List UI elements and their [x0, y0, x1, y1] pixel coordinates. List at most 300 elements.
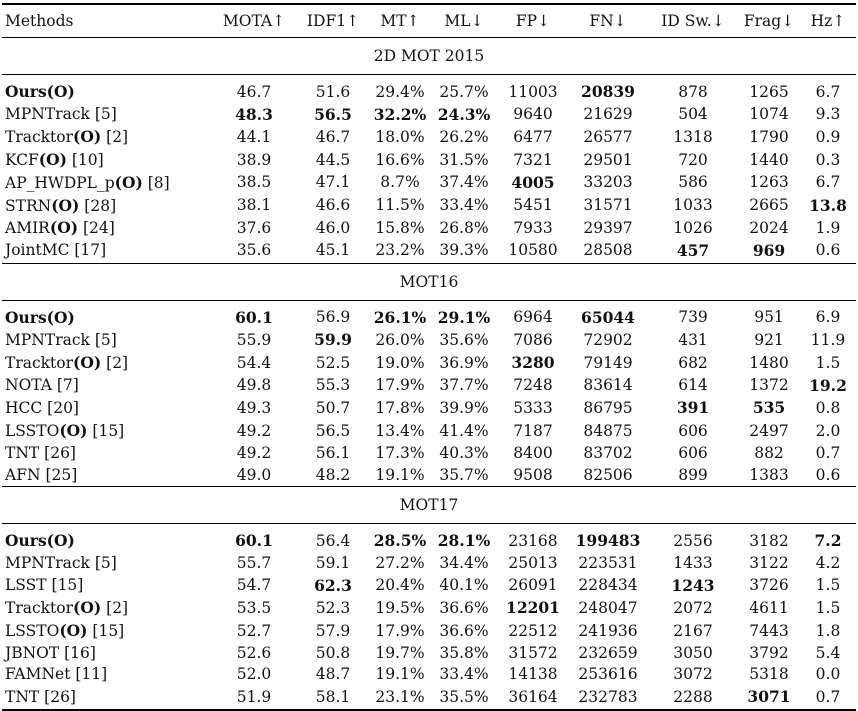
- metric-cell: 44.5: [315, 150, 351, 169]
- metric-cell: 5451: [513, 196, 553, 215]
- table-row: [2, 597, 856, 620]
- method-name-part: MPNTrack [5]: [5, 105, 117, 124]
- best-value: 4005: [511, 172, 555, 192]
- method-name: [2, 172, 212, 195]
- metric-cell: 29.4%: [375, 82, 425, 101]
- best-value: 20839: [581, 82, 635, 101]
- method-name: [2, 664, 212, 686]
- metric-cell: 35.7%: [439, 465, 489, 484]
- method-name-part: Tracktor: [5, 354, 74, 373]
- metric-cell: 6964: [513, 308, 553, 327]
- best-value: 65044: [581, 307, 635, 327]
- metric-cell: 18.0%: [375, 127, 425, 146]
- metric-cell: [212, 104, 296, 127]
- metric-cell: 2288: [673, 687, 713, 706]
- method-name-part: (O): [59, 621, 88, 641]
- metric-cell: 5.4: [815, 643, 841, 662]
- metric-cell: 51.9: [236, 687, 272, 706]
- table-row: [2, 240, 856, 263]
- metric-cell: [498, 597, 568, 620]
- metric-cell: 223531: [578, 553, 638, 572]
- method-name: [2, 149, 212, 172]
- metric-cell: 8400: [513, 443, 553, 462]
- metric-cell: 878: [678, 82, 708, 101]
- best-value: 1243: [671, 575, 715, 595]
- method-name-part: LSST [15]: [5, 576, 84, 595]
- metric-cell: 49.3: [236, 398, 272, 417]
- metric-cell: 53.5: [236, 598, 272, 617]
- metric-cell: 0.6: [815, 241, 841, 260]
- metric-cell: 19.0%: [375, 353, 425, 372]
- method-name-part: NOTA [7]: [5, 376, 79, 395]
- metric-cell: 9508: [513, 465, 553, 484]
- method-name-part: AP_HWDPL_p: [5, 173, 115, 192]
- metric-cell: 86795: [583, 398, 633, 417]
- method-name-part: [15]: [87, 422, 125, 441]
- column-header: Methods: [5, 12, 74, 30]
- metric-cell: 2665: [749, 196, 789, 215]
- table-row: [2, 575, 856, 598]
- best-value: 12201: [506, 598, 560, 618]
- best-value: 3280: [511, 353, 555, 373]
- best-value: 457: [676, 240, 710, 260]
- method-name: [2, 307, 212, 330]
- metric-cell: 14138: [508, 665, 558, 684]
- metric-cell: 3072: [673, 665, 713, 684]
- column-header: MOTA↑: [222, 12, 286, 30]
- table-row: [2, 443, 856, 465]
- metric-cell: [430, 104, 498, 127]
- metric-cell: 1440: [749, 150, 789, 169]
- metric-cell: 83702: [583, 443, 633, 462]
- method-name-part: Tracktor: [5, 599, 74, 618]
- metric-cell: [212, 307, 296, 330]
- metric-cell: 52.6: [236, 643, 272, 662]
- method-name-part: Tracktor: [5, 128, 74, 147]
- metric-cell: [648, 575, 738, 598]
- metric-cell: [430, 530, 498, 553]
- metric-cell: 7086: [513, 330, 553, 349]
- table-row: [2, 553, 856, 575]
- method-name: [2, 620, 212, 643]
- metric-cell: 84875: [583, 421, 633, 440]
- table-row: [2, 397, 856, 420]
- best-value: 26.1%: [373, 307, 427, 327]
- method-name-part: KCF: [5, 151, 39, 170]
- metric-cell: 50.8: [315, 643, 351, 662]
- metric-cell: [498, 352, 568, 375]
- method-name: [2, 686, 212, 710]
- metric-cell: 22512: [508, 621, 558, 640]
- method-name: [2, 81, 212, 104]
- metric-cell: 49.8: [236, 376, 272, 395]
- metric-cell: 59.1: [315, 553, 351, 572]
- best-value: 28.1%: [437, 531, 491, 551]
- method-name: [2, 240, 212, 263]
- metric-cell: 26.8%: [439, 218, 489, 237]
- metric-cell: 253616: [578, 665, 638, 684]
- method-name-part: FAMNet [11]: [5, 665, 108, 684]
- metric-cell: 1.5: [815, 598, 841, 617]
- metric-cell: 921: [754, 330, 784, 349]
- metric-cell: 36.6%: [439, 598, 489, 617]
- metric-cell: 11.5%: [375, 196, 425, 215]
- metric-cell: 29397: [583, 218, 633, 237]
- metric-cell: 25013: [508, 553, 558, 572]
- best-value: 62.3: [314, 575, 352, 595]
- metric-cell: 52.0: [236, 665, 272, 684]
- metric-cell: 19.7%: [375, 643, 425, 662]
- metric-cell: 1.9: [815, 218, 841, 237]
- metric-cell: [498, 172, 568, 195]
- metric-cell: 25.7%: [439, 82, 489, 101]
- metric-cell: 46.0: [315, 218, 351, 237]
- method-name: [2, 530, 212, 553]
- metric-cell: [648, 397, 738, 420]
- metric-cell: 5333: [513, 398, 553, 417]
- method-name: [2, 217, 212, 240]
- metric-cell: 40.1%: [439, 576, 489, 595]
- best-value: 535: [752, 398, 786, 418]
- section-title: MOT16: [2, 263, 856, 300]
- metric-cell: 83614: [583, 376, 633, 395]
- metric-cell: 606: [678, 443, 708, 462]
- method-name-part: Ours(O): [5, 82, 75, 101]
- best-value: 28.5%: [373, 531, 427, 551]
- method-name-part: MPNTrack [5]: [5, 553, 117, 572]
- metric-cell: 29501: [583, 150, 633, 169]
- column-header: MT↑: [380, 12, 420, 30]
- metric-cell: 19.5%: [375, 598, 425, 617]
- metric-cell: 1.5: [815, 353, 841, 372]
- table-row: [2, 530, 856, 553]
- metric-cell: 13.4%: [375, 421, 425, 440]
- metric-cell: 23.2%: [375, 241, 425, 260]
- method-name: [2, 329, 212, 352]
- section-header: [2, 487, 856, 524]
- metric-cell: 33.4%: [439, 196, 489, 215]
- metric-cell: 1265: [749, 82, 789, 101]
- metric-cell: 57.9: [315, 621, 351, 640]
- method-name-part: (O): [73, 353, 102, 373]
- metric-cell: 882: [754, 443, 784, 462]
- best-value: 60.1: [235, 531, 273, 551]
- metric-cell: 23168: [508, 531, 558, 550]
- method-name-part: HCC [20]: [5, 398, 79, 417]
- metric-cell: 7933: [513, 218, 553, 237]
- method-name: [2, 443, 212, 465]
- metric-cell: 31571: [583, 196, 633, 215]
- method-name: [2, 597, 212, 620]
- table-row: [2, 307, 856, 330]
- metric-cell: 36.6%: [439, 621, 489, 640]
- metric-cell: 7443: [749, 621, 789, 640]
- metric-cell: 6.7: [815, 82, 841, 101]
- metric-cell: 35.8%: [439, 643, 489, 662]
- method-name: [2, 420, 212, 443]
- table-row: [2, 217, 856, 240]
- metric-cell: 3792: [749, 643, 789, 662]
- metric-cell: [738, 397, 800, 420]
- metric-cell: 47.1: [315, 173, 351, 192]
- best-value: 59.9: [314, 330, 352, 350]
- method-name-part: [2]: [101, 599, 129, 618]
- section-title: MOT17: [2, 487, 856, 524]
- metric-cell: 6.9: [815, 308, 841, 327]
- results-table: [2, 3, 856, 711]
- metric-cell: 46.6: [315, 196, 351, 215]
- metric-cell: 46.7: [236, 82, 272, 101]
- metric-cell: 35.6%: [439, 330, 489, 349]
- metric-cell: 2556: [673, 531, 713, 550]
- metric-cell: 1.5: [815, 576, 841, 595]
- best-value: 48.3: [235, 104, 273, 124]
- metric-cell: 41.4%: [439, 421, 489, 440]
- method-name-part: AMIR: [5, 219, 50, 238]
- metric-cell: 26.2%: [439, 127, 489, 146]
- metric-cell: 79149: [583, 353, 633, 372]
- metric-cell: 31.5%: [439, 150, 489, 169]
- metric-cell: [296, 329, 370, 352]
- metric-cell: 1263: [749, 173, 789, 192]
- metric-cell: 1383: [749, 465, 789, 484]
- metric-cell: [738, 240, 800, 263]
- metric-cell: 56.1: [315, 443, 351, 462]
- metric-cell: 1026: [673, 218, 713, 237]
- table-row: [2, 126, 856, 149]
- metric-cell: 52.3: [315, 598, 351, 617]
- metric-cell: 20.4%: [375, 576, 425, 595]
- section-header: [2, 38, 856, 75]
- metric-cell: 739: [678, 308, 708, 327]
- table-row: [2, 465, 856, 487]
- metric-cell: 431: [678, 330, 708, 349]
- table-row: [2, 686, 856, 710]
- metric-cell: 9640: [513, 105, 553, 124]
- metric-cell: 28508: [583, 241, 633, 260]
- metric-cell: 7321: [513, 150, 553, 169]
- metric-cell: 15.8%: [375, 218, 425, 237]
- method-name-part: TNT [26]: [5, 687, 76, 706]
- method-name-part: LSSTO: [5, 622, 60, 641]
- metric-cell: 5318: [749, 665, 789, 684]
- metric-cell: 6477: [513, 127, 553, 146]
- metric-cell: 48.2: [315, 465, 351, 484]
- method-name-part: Ours(O): [5, 307, 75, 327]
- metric-cell: 682: [678, 353, 708, 372]
- method-name-part: STRN: [5, 196, 52, 215]
- metric-cell: 11003: [508, 82, 558, 101]
- metric-cell: 0.9: [815, 127, 841, 146]
- metric-cell: 720: [678, 150, 708, 169]
- metric-cell: 0.8: [815, 398, 841, 417]
- metric-cell: 11.9: [810, 330, 846, 349]
- best-value: 969: [752, 240, 786, 260]
- method-name-part: [15]: [87, 622, 125, 641]
- method-name-part: [24]: [78, 219, 115, 238]
- metric-cell: 27.2%: [375, 553, 425, 572]
- method-name-part: [28]: [79, 196, 117, 215]
- column-header: FP↓: [515, 12, 551, 30]
- metric-cell: 3726: [749, 576, 789, 595]
- metric-cell: [648, 240, 738, 263]
- metric-cell: 55.7: [236, 553, 272, 572]
- metric-cell: 1033: [673, 196, 713, 215]
- table-row: [2, 81, 856, 104]
- metric-cell: 2167: [673, 621, 713, 640]
- metric-cell: 45.1: [315, 241, 351, 260]
- metric-cell: 36.9%: [439, 353, 489, 372]
- metric-cell: 21629: [583, 105, 633, 124]
- metric-cell: [370, 530, 430, 553]
- metric-cell: 82506: [583, 465, 633, 484]
- metric-cell: 241936: [578, 621, 638, 640]
- method-name-part: TNT [26]: [5, 443, 76, 462]
- column-header: FN↓: [589, 12, 627, 30]
- table-row: [2, 420, 856, 443]
- method-name-part: LSSTO: [5, 422, 60, 441]
- table-row: [2, 104, 856, 127]
- metric-cell: 54.7: [236, 576, 272, 595]
- metric-cell: [370, 307, 430, 330]
- metric-cell: 899: [678, 465, 708, 484]
- best-value: 32.2%: [373, 104, 427, 124]
- table-row: [2, 172, 856, 195]
- method-name: [2, 195, 212, 218]
- method-name: [2, 553, 212, 575]
- metric-cell: [568, 307, 648, 330]
- metric-cell: 72902: [583, 330, 633, 349]
- metric-cell: 55.9: [236, 330, 272, 349]
- metric-cell: 9.3: [815, 105, 841, 124]
- method-name-part: (O): [38, 150, 67, 170]
- metric-cell: 38.5: [236, 173, 272, 192]
- metric-cell: 26.0%: [375, 330, 425, 349]
- metric-cell: 49.2: [236, 421, 272, 440]
- metric-cell: 56.5: [315, 421, 351, 440]
- metric-cell: 37.4%: [439, 173, 489, 192]
- metric-cell: 44.1: [236, 127, 272, 146]
- metric-cell: 2024: [749, 218, 789, 237]
- method-name: [2, 126, 212, 149]
- metric-cell: 2072: [673, 598, 713, 617]
- metric-cell: 951: [754, 308, 784, 327]
- best-value: 7.2: [814, 531, 842, 551]
- metric-cell: 10580: [508, 241, 558, 260]
- metric-cell: 606: [678, 421, 708, 440]
- method-name: [2, 352, 212, 375]
- metric-cell: 0.7: [815, 443, 841, 462]
- metric-cell: 586: [678, 173, 708, 192]
- metric-cell: 26577: [583, 127, 633, 146]
- metric-cell: 37.7%: [439, 376, 489, 395]
- method-name-part: JBNOT [16]: [5, 643, 96, 662]
- best-value: 19.2: [809, 375, 847, 395]
- method-name-part: [2]: [101, 354, 129, 373]
- table-row: [2, 664, 856, 686]
- method-name-part: (O): [49, 218, 79, 238]
- metric-cell: 1.8: [815, 621, 841, 640]
- metric-cell: 49.2: [236, 443, 272, 462]
- metric-cell: 31572: [508, 643, 558, 662]
- metric-cell: 46.7: [315, 127, 351, 146]
- metric-cell: 4611: [749, 598, 789, 617]
- table-row: [2, 149, 856, 172]
- column-header: ML↓: [444, 12, 484, 30]
- metric-cell: 54.4: [236, 353, 272, 372]
- metric-cell: 0.7: [815, 687, 841, 706]
- method-name-part: AFN [25]: [5, 465, 78, 484]
- metric-cell: 232783: [578, 687, 638, 706]
- metric-cell: 39.9%: [439, 398, 489, 417]
- metric-cell: [430, 307, 498, 330]
- metric-cell: 40.3%: [439, 443, 489, 462]
- best-value: 13.8: [809, 195, 847, 215]
- metric-cell: 33203: [583, 173, 633, 192]
- metric-cell: 17.3%: [375, 443, 425, 462]
- section-title: 2D MOT 2015: [2, 38, 856, 75]
- metric-cell: 0.0: [815, 665, 841, 684]
- metric-cell: 504: [678, 105, 708, 124]
- method-name-part: [8]: [142, 173, 170, 192]
- table-row: [2, 643, 856, 665]
- metric-cell: [800, 530, 856, 553]
- column-header: Hz↑: [810, 12, 846, 30]
- method-name: [2, 104, 212, 127]
- metric-cell: 3050: [673, 643, 713, 662]
- metric-cell: [296, 575, 370, 598]
- method-name-part: (O): [73, 127, 102, 147]
- metric-cell: 17.8%: [375, 398, 425, 417]
- column-header: IDF1↑: [306, 12, 360, 30]
- metric-cell: 1318: [673, 127, 713, 146]
- metric-cell: 38.9: [236, 150, 272, 169]
- method-name: [2, 375, 212, 398]
- metric-cell: 26091: [508, 576, 558, 595]
- metric-cell: 33.4%: [439, 665, 489, 684]
- metric-cell: 55.3: [315, 376, 351, 395]
- method-name-part: [2]: [101, 128, 129, 147]
- method-name: [2, 643, 212, 665]
- metric-cell: 232659: [578, 643, 638, 662]
- table-row: [2, 195, 856, 218]
- best-value: 24.3%: [437, 104, 491, 124]
- metric-cell: [568, 530, 648, 553]
- table-row: [2, 620, 856, 643]
- metric-cell: 36164: [508, 687, 558, 706]
- metric-cell: 35.6: [236, 241, 272, 260]
- metric-cell: [370, 104, 430, 127]
- method-name: [2, 575, 212, 598]
- metric-cell: 614: [678, 376, 708, 395]
- metric-cell: 17.9%: [375, 621, 425, 640]
- metric-cell: 1433: [673, 553, 713, 572]
- best-value: 60.1: [235, 307, 273, 327]
- metric-cell: 52.5: [315, 353, 351, 372]
- metric-cell: 248047: [578, 598, 638, 617]
- metric-cell: 19.1%: [375, 665, 425, 684]
- metric-cell: 39.3%: [439, 241, 489, 260]
- table-row: [2, 329, 856, 352]
- metric-cell: [212, 530, 296, 553]
- metric-cell: 1480: [749, 353, 789, 372]
- metric-cell: [296, 104, 370, 127]
- metric-cell: 228434: [578, 576, 638, 595]
- best-value: 29.1%: [437, 307, 491, 327]
- metric-cell: 51.6: [315, 82, 351, 101]
- metric-cell: 56.9: [315, 308, 351, 327]
- metric-cell: 38.1: [236, 196, 272, 215]
